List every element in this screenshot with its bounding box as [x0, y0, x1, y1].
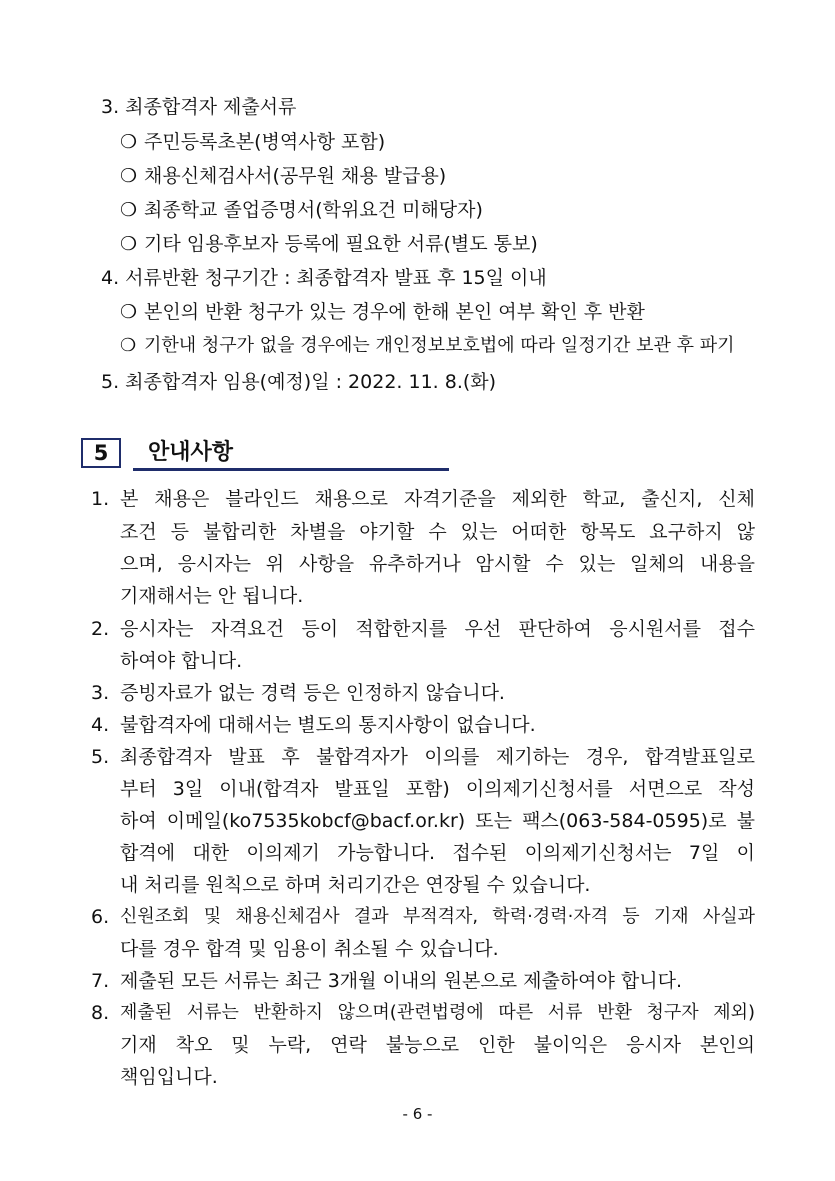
notice-number: 4. [91, 714, 110, 736]
notice-line: 기재해서는 안 됩니다. [120, 585, 304, 607]
notice-line: 조건 등 불합리한 차별을 야기할 수 있는 어떠한 항목도 요구하지 않 [120, 521, 755, 543]
circle-bullet-icon: ❍ [120, 131, 138, 153]
notice-line: 다를 경우 합격 및 임용이 취소될 수 있습니다. [120, 938, 499, 960]
circle-bullet-icon: ❍ [120, 199, 138, 221]
title-underline [133, 468, 449, 471]
section-3-heading: 3. 최종합격자 제출서류 [101, 96, 297, 118]
notice-number: 7. [91, 970, 110, 992]
list-item: ❍ 채용신체검사서(공무원 채용 발급용) [120, 165, 447, 187]
notice-line: 하여야 합니다. [120, 650, 243, 672]
section-title: 안내사항 [148, 440, 234, 465]
notice-line: 제출된 서류는 반환하지 않으며(관련법령에 따른 서류 반환 청구자 제외) [120, 1002, 755, 1023]
circle-bullet-icon: ❍ [120, 233, 138, 255]
notice-number: 3. [91, 682, 110, 704]
page-number: - 6 - [402, 1105, 433, 1123]
notice-line: 부터 3일 이내(합격자 발표일 포함) 이의제기신청서를 서면으로 작성 [120, 778, 755, 800]
list-item: ❍ 기타 임용후보자 등록에 필요한 서류(별도 통보) [120, 233, 538, 255]
list-item: ❍ 주민등록초본(병역사항 포함) [120, 131, 386, 153]
notice-line: 최종합격자 발표 후 불합격자가 이의를 제기하는 경우, 합격발표일로 [120, 746, 755, 768]
notice-line: 신원조회 및 채용신체검사 결과 부적격자, 학력·경력·자격 등 기재 사실과 [120, 906, 755, 927]
notice-number: 8. [91, 1002, 110, 1024]
section-number-box: 5 [81, 438, 121, 468]
circle-bullet-icon: ❍ [120, 335, 137, 356]
notice-number: 5. [91, 746, 110, 768]
notice-number: 1. [91, 488, 110, 510]
notice-line: 본 채용은 블라인드 채용으로 자격기준을 제외한 학교, 출신지, 신체 [120, 488, 755, 510]
circle-bullet-icon: ❍ [120, 301, 138, 323]
section-4-heading: 4. 서류반환 청구기간 : 최종합격자 발표 후 15일 이내 [101, 267, 547, 289]
notice-line: 제출된 모든 서류는 최근 3개월 이내의 원본으로 제출하여야 합니다. [120, 970, 683, 992]
notice-number: 2. [91, 618, 110, 640]
list-item: ❍ 기한내 청구가 없을 경우에는 개인정보보호법에 따라 일정기간 보관 후 파기 [120, 333, 735, 359]
notice-line: 증빙자료가 없는 경력 등은 인정하지 않습니다. [120, 682, 505, 704]
notice-line: 책임입니다. [120, 1066, 218, 1088]
notice-line: 응시자는 자격요건 등이 적합한지를 우선 판단하여 응시원서를 접수 [120, 618, 755, 640]
list-item: ❍ 본인의 반환 청구가 있는 경우에 한해 본인 여부 확인 후 반환 [120, 301, 645, 323]
notice-line: 기재 착오 및 누락, 연락 불능으로 인한 불이익은 응시자 본인의 [120, 1034, 755, 1056]
list-item: ❍ 최종학교 졸업증명서(학위요건 미해당자) [120, 199, 483, 221]
notice-number: 6. [91, 906, 110, 928]
notice-line: 으며, 응시자는 위 사항을 유추하거나 암시할 수 있는 일체의 내용을 [120, 553, 755, 575]
notice-line: 합격에 대한 이의제기 가능합니다. 접수된 이의제기신청서는 7일 이 [120, 842, 755, 864]
circle-bullet-icon: ❍ [120, 165, 138, 187]
notice-line: 하여 이메일(ko7535kobcf@bacf.or.kr) 또는 팩스(063-584-0595)로 불 [120, 810, 755, 832]
section-5-heading: 5. 최종합격자 임용(예정)일 : 2022. 11. 8.(화) [101, 371, 497, 393]
notice-line: 불합격자에 대해서는 별도의 통지사항이 없습니다. [120, 714, 536, 736]
notice-line: 내 처리를 원칙으로 하며 처리기간은 연장될 수 있습니다. [120, 874, 591, 896]
